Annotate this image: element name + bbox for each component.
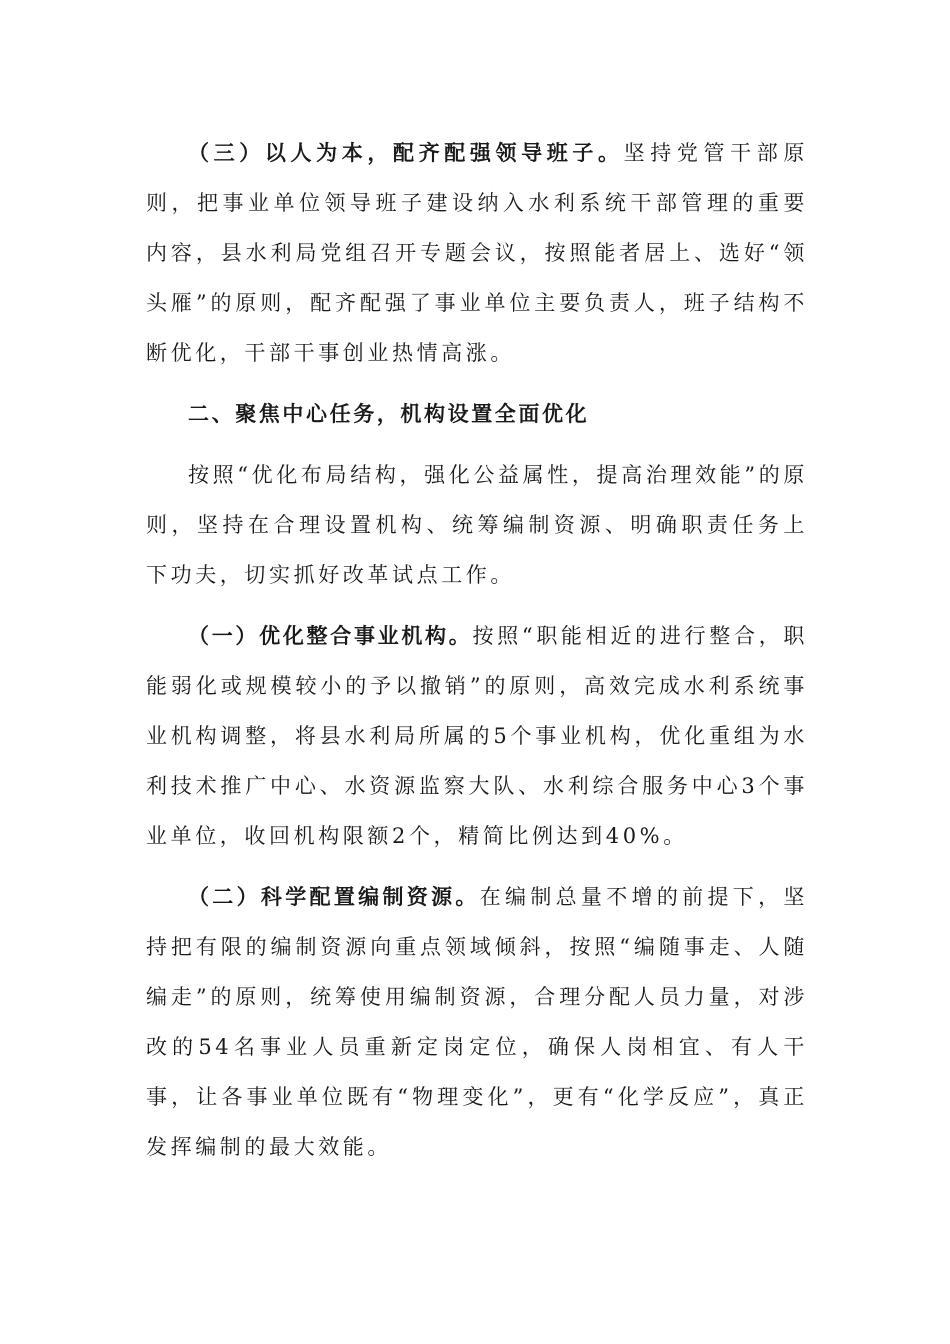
- section-intro-paragraph: 按照“优化布局结构，强化公益属性，提高治理效能”的原则，坚持在合理设置机构、统筹编制资源、明确职责任务上下功夫，切实抓好改革试点工作。: [146, 463, 808, 587]
- section-heading: 二、聚焦中心任务，机构设置全面优化: [188, 402, 590, 426]
- document-page: [146, 128, 808, 1172]
- paragraph-lead: （三）以人为本，配齐配强领导班子。: [188, 141, 624, 165]
- paragraph-staffing-allocation: [146, 872, 808, 1172]
- paragraph-body: 按照“职能相近的进行整合，职能弱化或规模较小的予以撤销”的原则，高效完成水利系统事业机构调整，将县水利局所属的5个事业机构，优化重组为水利技术推广中心、水资源监察大队、水利综合服务中心3个事业单位，收回机构限额2个，精简比例达到40%。: [146, 624, 809, 848]
- paragraph-body: 坚持党管干部原则，把事业单位领导班子建设纳入水利系统干部管理的重要内容，县水利局党组召开专题会议，按照能者居上、选好“领头雁”的原则，配齐配强了事业单位主要负责人，班子结构不断优化，干部干事创业热情高涨。: [146, 141, 808, 365]
- paragraph-institution-integration: [146, 611, 808, 861]
- paragraph-leadership-team: [146, 128, 808, 378]
- paragraph-body: 在编制总量不增的前提下，坚持把有限的编制资源向重点领域倾斜，按照“编随事走、人随编走”的原则，统筹使用编制资源，合理分配人员力量，对涉改的54名事业人员重新定岗定位，确保人岗相宜、有人干事，让各事业单位既有“物理变化”，更有“化学反应”，真正发挥编制的最大效能。: [146, 885, 808, 1159]
- paragraph-lead: （二）科学配置编制资源。: [188, 885, 480, 909]
- paragraph-lead: （一）优化整合事业机构。: [188, 624, 473, 648]
